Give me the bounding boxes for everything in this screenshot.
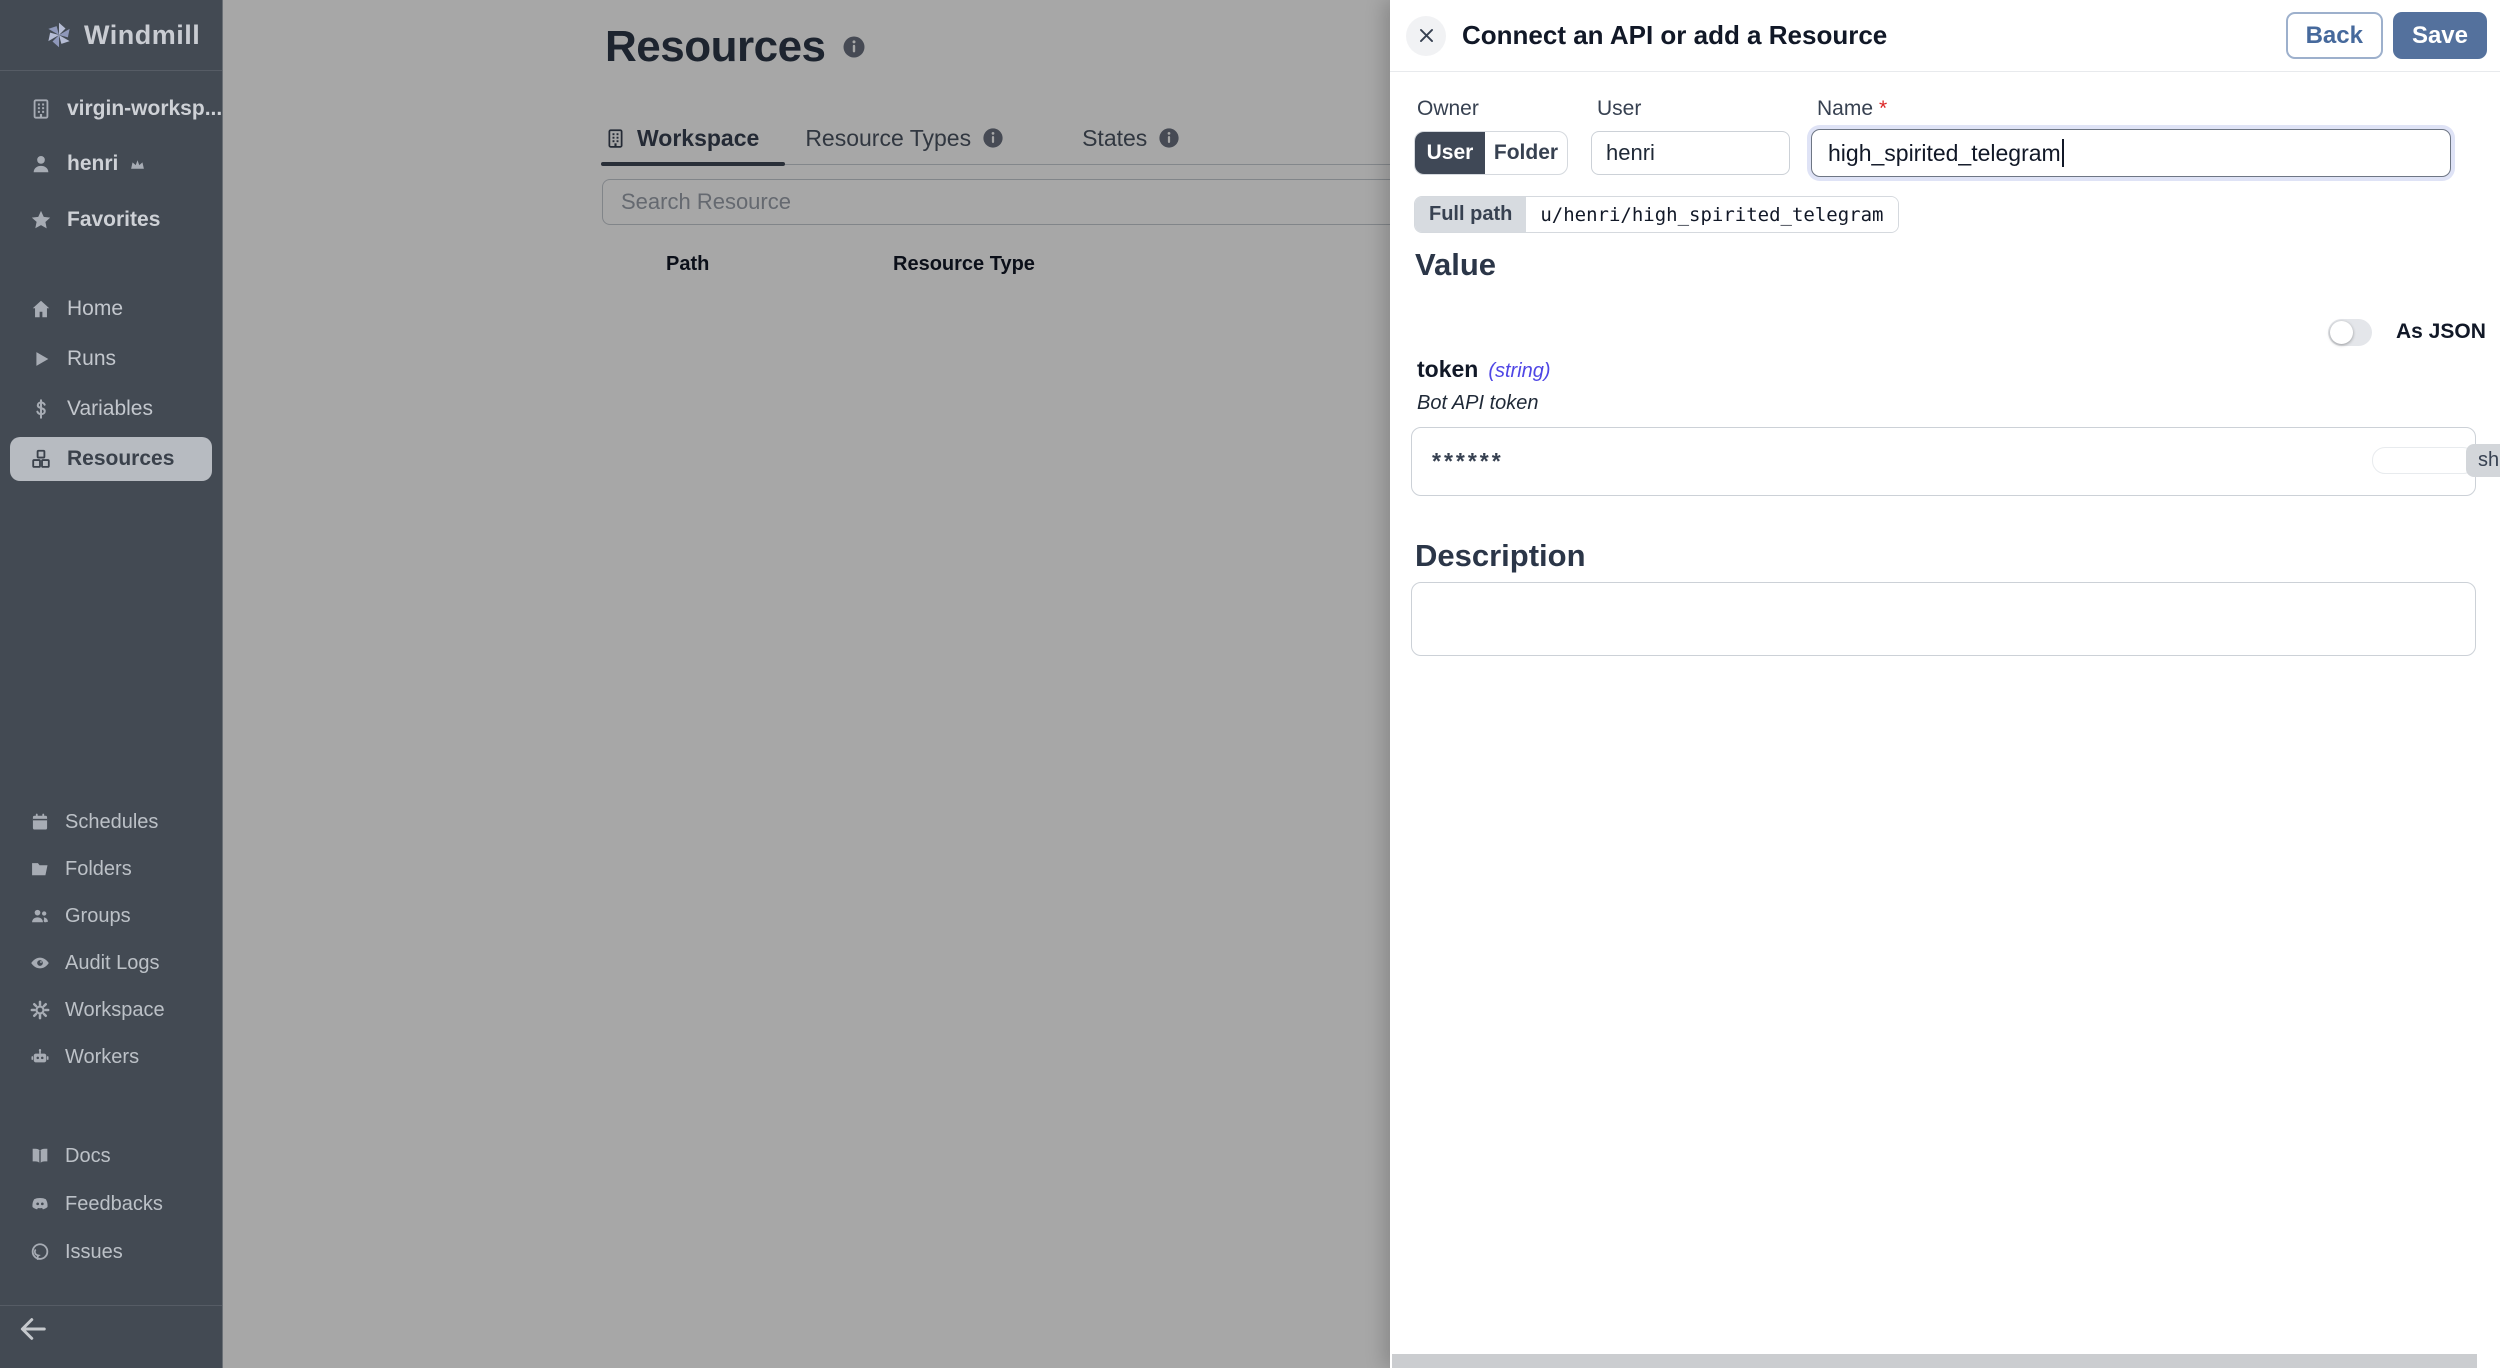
robot-icon [30,1047,50,1067]
owner-option-user[interactable]: User [1415,132,1485,174]
arrow-left-icon [18,1314,48,1344]
sidebar-item-variables[interactable]: Variables [0,387,222,431]
text-cursor [2062,139,2064,167]
sidebar-divider [0,1305,222,1306]
tab-label: Workspace [637,124,760,151]
save-button[interactable]: Save [2393,12,2487,59]
book-icon [30,1146,50,1166]
as-json-label: As JSON [2396,320,2486,343]
building-icon [30,98,52,120]
folder-icon [30,859,50,879]
owner-label: Owner [1417,97,1479,120]
close-button[interactable] [1406,16,1446,56]
description-heading: Description [1415,538,1586,573]
show-token-button[interactable]: sh [2466,444,2500,477]
workspace-switcher[interactable]: virgin-worksp... [0,87,222,131]
crown-icon [129,156,146,173]
name-input[interactable]: high_spirited_telegram [1811,129,2451,177]
name-label: Name * [1817,97,1888,120]
sidebar-item-runs[interactable]: Runs [0,337,222,381]
token-field-description: Bot API token [1417,392,1539,414]
sidebar-item-groups[interactable]: Groups [0,894,222,938]
sidebar-item-favorites[interactable]: Favorites [0,198,222,242]
full-path-value: u/henri/high_spirited_telegram [1526,197,1897,232]
app-name: Windmill [84,19,201,50]
eye-icon [30,953,50,973]
sidebar [0,0,223,1368]
password-reveal-pill [2372,447,2476,474]
sidebar-item-resources[interactable]: Resources [10,437,212,481]
token-field-name: token [1417,356,1479,382]
drawer-header [1390,0,2500,72]
drawer-title: Connect an API or add a Resource [1462,20,1888,50]
sidebar-item-docs[interactable]: Docs [0,1134,222,1178]
sidebar-item-workers[interactable]: Workers [0,1035,222,1079]
tab-label: Resource Types [805,124,972,151]
resource-drawer [1390,0,2500,1368]
sidebar-item-folders[interactable]: Folders [0,847,222,891]
full-path [1414,196,1899,233]
user-input[interactable] [1591,131,1790,175]
token-field-type: (string) [1488,360,1551,382]
masked-value: ****** [1432,448,1504,474]
back-button[interactable]: Back [2286,12,2383,59]
user-label: User [1597,97,1642,120]
sidebar-item-home[interactable]: Home [0,287,222,331]
token-input[interactable] [1411,427,2476,496]
app-logo[interactable] [0,0,222,71]
windmill-logo-icon [44,20,74,50]
dollar-icon [30,398,52,420]
sidebar-item-audit-logs[interactable]: Audit Logs [0,941,222,985]
value-heading: Value [1415,247,1496,282]
play-icon [30,348,52,370]
toggle-knob [2330,321,2353,344]
tab-label: States [1082,124,1148,151]
users-icon [30,906,50,926]
star-icon [30,209,52,231]
as-json-toggle[interactable] [2328,319,2372,346]
github-icon [30,1242,50,1262]
user-icon [30,153,52,175]
owner-option-folder[interactable]: Folder [1493,141,1559,164]
close-icon [1417,26,1436,45]
cubes-icon [30,448,52,470]
home-icon [30,298,52,320]
scrollbar-corner [2477,1354,2500,1368]
account-menu[interactable]: henri [0,142,222,186]
page-title: Resources [605,22,826,71]
horizontal-scrollbar[interactable] [1392,1354,2477,1368]
column-header-path: Path [666,253,710,275]
sidebar-item-feedbacks[interactable]: Feedbacks [0,1182,222,1226]
discord-icon [30,1194,50,1214]
description-textarea[interactable] [1411,582,2476,656]
sidebar-item-workspace-settings[interactable]: Workspace [0,988,222,1032]
required-asterisk: * [1879,97,1888,120]
gear-icon [30,1000,50,1020]
token-field-header [1417,356,1551,383]
column-header-resource-type: Resource Type [893,253,1035,275]
owner-toggle [1414,131,1568,175]
collapse-sidebar-button[interactable] [18,1314,48,1344]
full-path-badge: Full path [1415,197,1526,232]
modal-overlay[interactable] [222,0,1390,1368]
sidebar-item-issues[interactable]: Issues [0,1230,222,1274]
calendar-icon [30,812,50,832]
sidebar-item-schedules[interactable]: Schedules [0,800,222,844]
